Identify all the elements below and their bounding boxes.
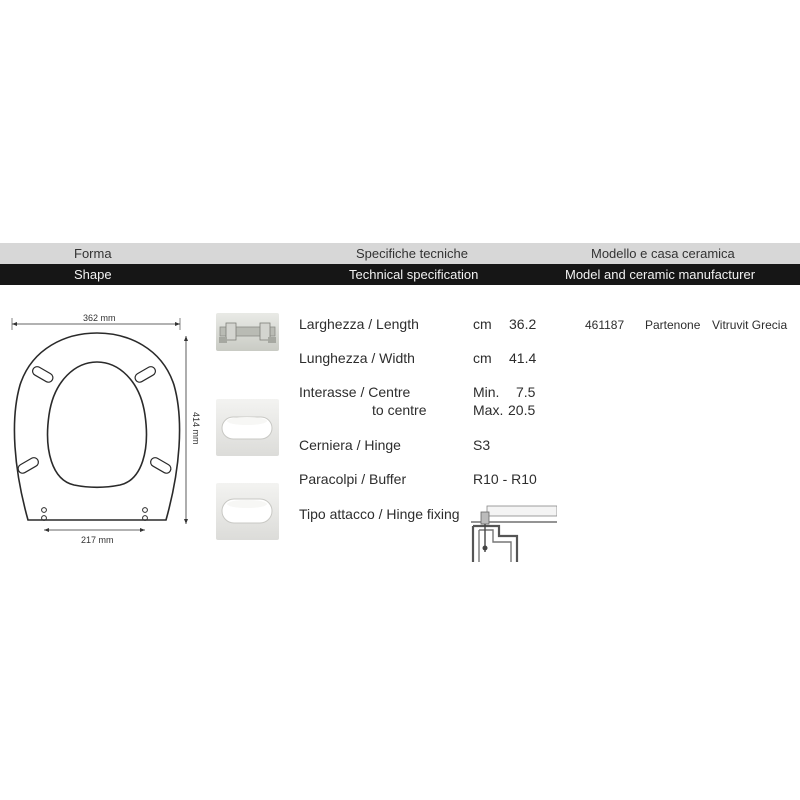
seat-shape-drawing [0, 300, 210, 560]
base-dimension-label: 217 mm [81, 535, 114, 545]
buffer-slot-top-right [133, 365, 157, 384]
spec-fixing-label: Tipo attacco / Hinge fixing [299, 506, 460, 522]
spec-buffer-value: R10 - R10 [473, 471, 537, 487]
spec-hinge-label: Cerniera / Hinge [299, 437, 401, 453]
seat-opening [48, 362, 147, 487]
buffer-photo-1 [216, 399, 279, 456]
hinge-fixing-drawing [471, 502, 557, 564]
header-model-en: Model and ceramic manufacturer [565, 267, 756, 282]
spec-length-value: 36.2 [509, 316, 537, 332]
hinge-hole-left-top [42, 508, 47, 513]
header-shape-en: Shape [74, 267, 112, 282]
spec-centre-label: Interasse / Centre [299, 384, 411, 400]
header-shape-it: Forma [74, 246, 112, 261]
header-specs-it: Specifiche tecniche [356, 246, 469, 261]
spec-length-unit: cm [473, 316, 492, 332]
seat-outline [14, 333, 179, 520]
height-dimension-label: 414 mm [191, 412, 201, 445]
model-manufacturer: Vitruvit Grecia [712, 318, 788, 332]
spec-centre-min-value: 7.5 [516, 384, 536, 400]
width-dimension-label: 362 mm [83, 313, 116, 323]
buffer-slot-bottom-left [16, 456, 40, 475]
spec-width-unit: cm [473, 350, 492, 366]
header-italian [0, 243, 800, 264]
buffer-slot-top-left [31, 365, 55, 384]
model-name: Partenone [645, 318, 701, 332]
header-specs-en: Technical specification [349, 267, 479, 282]
buffer-photo-2 [216, 483, 279, 540]
header-english [0, 264, 800, 285]
hinge-hole-right-top [143, 508, 148, 513]
spec-centre-label-2: to centre [372, 402, 427, 418]
spec-buffer-label: Paracolpi / Buffer [299, 471, 407, 487]
spec-centre-min-label: Min. [473, 384, 500, 400]
header-model-it: Modello e casa ceramica [591, 246, 735, 261]
spec-width-value: 41.4 [509, 350, 537, 366]
spec-hinge-value: S3 [473, 437, 491, 453]
spec-width-label: Lunghezza / Width [299, 350, 415, 366]
spec-centre-max-label: Max. [473, 402, 504, 418]
spec-length-label: Larghezza / Length [299, 316, 419, 332]
buffer-slot-bottom-right [149, 456, 173, 475]
spec-centre-max-value: 20.5 [508, 402, 536, 418]
model-code: 461187 [585, 318, 625, 332]
hinge-photo [216, 313, 279, 351]
